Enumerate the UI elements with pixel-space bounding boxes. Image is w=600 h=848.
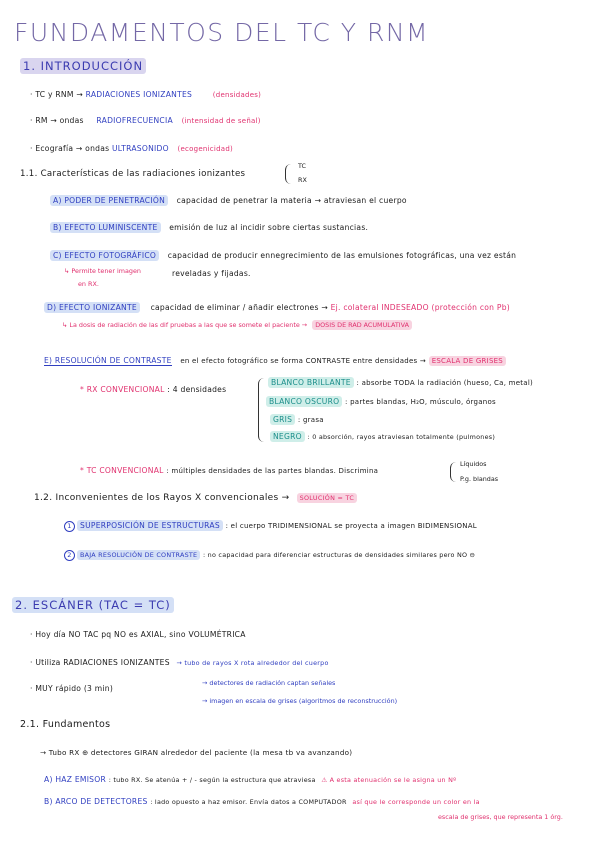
bullet-ecografia: · Ecografía → ondas ULTRASONIDO (ecogenicidad) xyxy=(30,144,234,153)
brace-tc: TC xyxy=(298,162,306,170)
tc-convencional: * TC CONVENCIONAL : múltiples densidades de las partes blandas. Discrimina xyxy=(80,466,379,475)
bullet-rm: · RM → ondas RADIOFRECUENCIA (intensidad de señal) xyxy=(30,116,261,125)
subsection-1-2-heading: 1.2. Inconvenientes de los Rayos X convencionales → SOLUCIÓN = TC xyxy=(34,494,357,503)
item-e-contraste: E) RESOLUCIÓN DE CONTRASTE en el efecto fotográfico se forma CONTRASTE entre densidades → ESCALA DE GRISES xyxy=(44,357,506,365)
densidad-blanco-oscuro: BLANCO OSCURO : partes blandas, H₂O, músculo, órganos xyxy=(266,398,496,406)
tc-brace xyxy=(450,462,457,482)
item-c-fotografico: C) EFECTO FOTOGRÁFICO capacidad de producir ennegrecimiento de las emulsiones fotográficas, una vez están xyxy=(50,252,516,260)
rx-convencional: * RX CONVENCIONAL : 4 densidades xyxy=(80,385,227,394)
s2-bullet-3-a: → detectores de radiación captan señales xyxy=(202,679,336,687)
section-1-heading: 1. INTRODUCCIÓN xyxy=(20,61,146,73)
note-c-2: en RX. xyxy=(78,280,99,288)
subsection-1-1-heading: 1.1. Características de las radiaciones ionizantes xyxy=(20,169,246,179)
s2-bullet-1: · Hoy día NO TAC pq NO es AXIAL, sino VOLUMÉTRICA xyxy=(30,630,246,639)
item-d-note: ↳ La dosis de radiación de las dif pruebas a las que se somete el paciente → DOSIS DE RAD ACUMULATIVA xyxy=(62,322,412,328)
item-a-penetracion: A) PODER DE PENETRACIÓN capacidad de penetrar la materia → atraviesan el cuerpo xyxy=(50,197,407,205)
tc-pg-blandas: P.g. blandas xyxy=(460,475,499,483)
s2-1-item-a: A) HAZ EMISOR : tubo RX. Se atenúa + / - según la estructura que atraviesa ⚠ A esta atenuación se le asigna un Nº xyxy=(44,775,457,784)
item-d-ionizante: D) EFECTO IONIZANTE capacidad de eliminar / añadir electrones → Ej. colateral INDESEADO (protección con Pb) xyxy=(44,304,510,312)
page-title: FUNDAMENTOS DEL TC Y RNM xyxy=(14,18,430,47)
s2-bullet-3-b: → imagen en escala de grises (algoritmos de reconstrucción) xyxy=(202,697,398,705)
densidad-blanco-brillante: BLANCO BRILLANTE : absorbe TODA la radiación (hueso, Ca, metal) xyxy=(268,379,533,387)
subsection-2-1-heading: 2.1. Fundamentos xyxy=(20,719,111,730)
s2-1-item-b-warn-2: escala de grises, que representa 1 órg. xyxy=(438,813,563,821)
brace-rx: RX xyxy=(298,176,307,184)
inconveniente-1: 1 SUPERPOSICIÓN DE ESTRUCTURAS : el cuerpo TRIDIMENSIONAL se proyecta a imagen BIDIMENSIONAL xyxy=(64,521,477,532)
bullet-tc-rnm: · TC y RNM → RADIACIONES IONIZANTES (densidades) xyxy=(30,90,262,99)
section-2-heading: 2. ESCÁNER (TAC = TC) xyxy=(12,600,174,612)
densidad-gris: GRIS : grasa xyxy=(270,416,324,424)
item-b-luminiscente: B) EFECTO LUMINISCENTE emisión de luz al incidir sobre ciertas sustancias. xyxy=(50,224,368,232)
inconveniente-2: 2 BAJA RESOLUCIÓN DE CONTRASTE : no capacidad para diferenciar estructuras de densidades similares pero NO ⊖ xyxy=(64,550,475,561)
densidades-brace xyxy=(258,378,267,442)
item-c-cont: reveladas y fijadas. xyxy=(172,269,251,278)
densidad-negro: NEGRO : 0 absorción, rayos atraviesan totalmente (pulmones) xyxy=(270,433,495,441)
note-c-1: ↳ Permite tener imagen xyxy=(64,267,141,275)
s2-bullet-3: · MUY rápido (3 min) xyxy=(30,684,114,693)
s2-1-line-1: → Tubo RX ⊕ detectores GIRAN alrededor del paciente (la mesa tb va avanzando) xyxy=(40,748,353,757)
brace xyxy=(285,164,292,184)
tc-liquidos: Líquidos xyxy=(460,460,487,468)
s2-bullet-2: · Utiliza RADIACIONES IONIZANTES → tubo de rayos X rota alrededor del cuerpo xyxy=(30,658,329,667)
s2-1-item-b: B) ARCO DE DETECTORES : lado opuesto a haz emisor. Envía datos a COMPUTADOR así que le corresponde un color en la xyxy=(44,797,480,806)
